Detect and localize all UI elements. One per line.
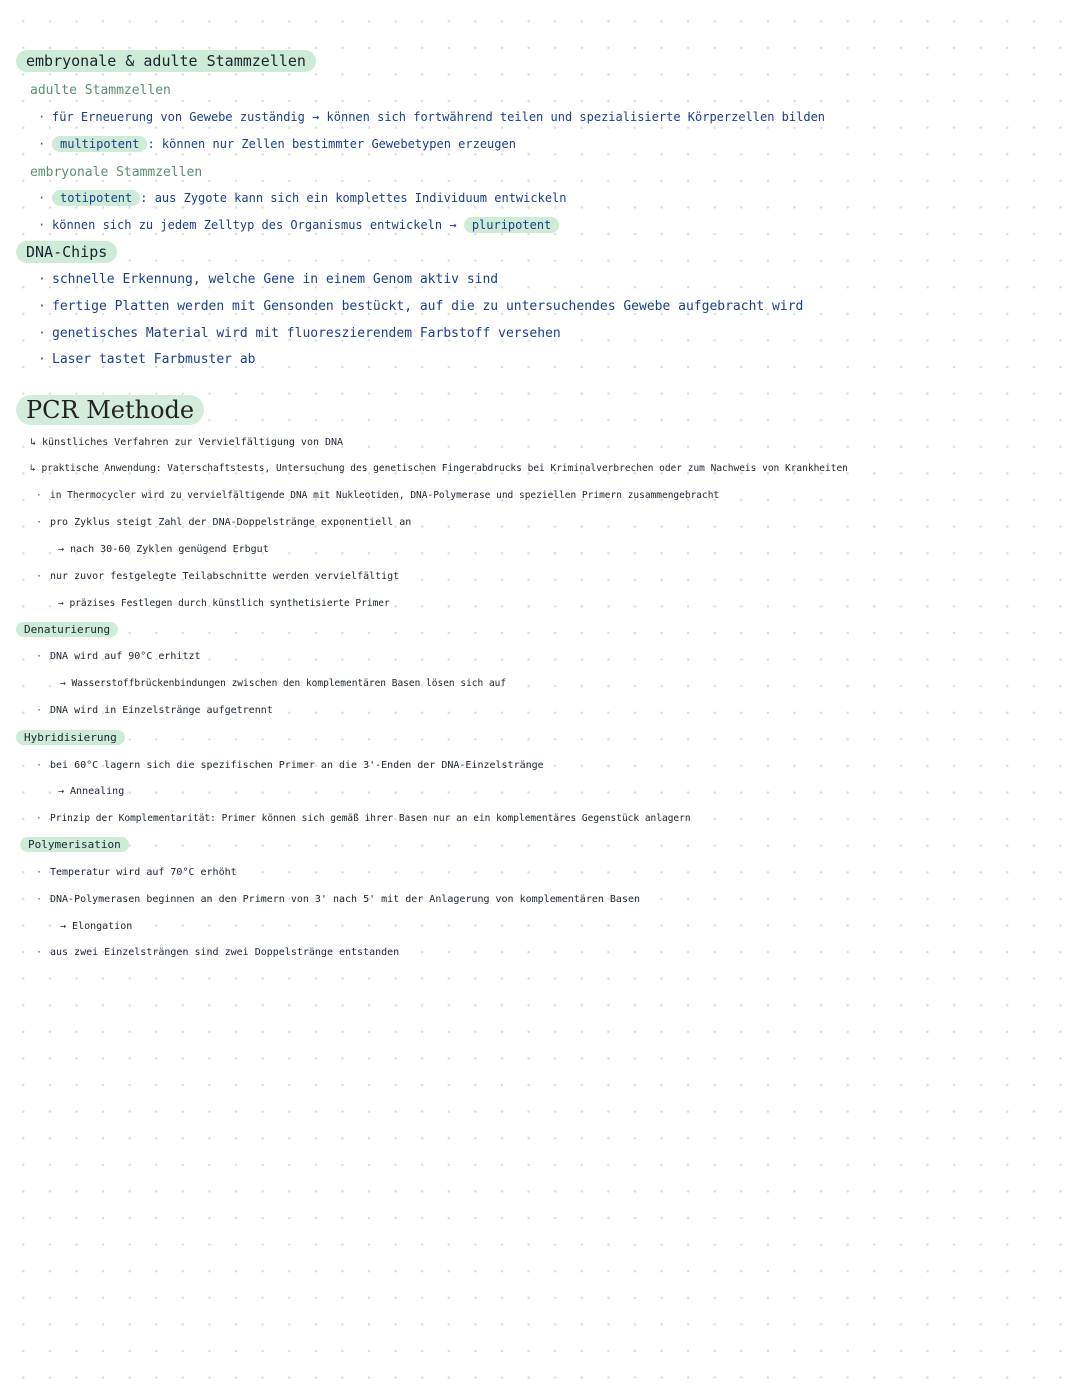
term-totipotent: totipotent <box>52 190 140 206</box>
bullet-icon: · <box>36 867 43 878</box>
heading-stem-cells: embryonale & adulte Stammzellen <box>16 52 316 70</box>
bullet-icon: · <box>36 490 42 501</box>
list-item: · fertige Platten werden mit Gensonden bestückt, auf die zu untersuchendes Gewebe aufgebracht wird <box>38 299 804 314</box>
list-item: · DNA-Polymerasen beginnen an den Primern von 3' nach 5' mit der Anlagerung von komplementären Basen <box>36 894 641 905</box>
bullet-icon: · <box>36 517 43 528</box>
term-multipotent: multipotent <box>52 136 147 152</box>
sub-item: → Wasserstoffbrückenbindungen zwischen den komplementären Basen lösen sich auf <box>60 678 507 689</box>
heading-denaturation: Denaturierung <box>16 623 118 636</box>
pcr-intro-1: ↳ künstliches Verfahren zur Vervielfältigung von DNA <box>30 437 344 448</box>
bullet-icon: · <box>36 813 42 824</box>
heading-pcr: PCR Methode <box>16 396 204 424</box>
subheading-embryonic: embryonale Stammzellen <box>30 165 203 180</box>
bullet-icon: · <box>38 137 46 151</box>
bullet-icon: · <box>36 571 43 582</box>
bullet-icon: · <box>38 326 46 341</box>
list-item: · multipotent : können nur Zellen bestimmter Gewebetypen erzeugen <box>38 137 516 151</box>
list-item: · Prinzip der Komplementarität: Primer können sich gemäß ihrer Basen nur an ein komplementäres Gegenstück anlagern <box>36 813 691 824</box>
list-item: · in Thermocycler wird zu vervielfältigende DNA mit Nukleotiden, DNA-Polymerase und speziellen Primern zusammengebracht <box>36 490 720 501</box>
bullet-icon: · <box>38 218 46 232</box>
bullet-icon: · <box>38 272 46 287</box>
list-item: · DNA wird auf 90°C erhitzt <box>36 651 201 662</box>
bullet-icon: · <box>36 705 43 716</box>
bullet-icon: · <box>36 894 43 905</box>
term-pluripotent: pluripotent <box>464 217 559 233</box>
subheading-adult: adulte Stammzellen <box>30 83 171 98</box>
sub-item: → Elongation <box>60 921 133 932</box>
list-item: · pro Zyklus steigt Zahl der DNA-Doppelstränge exponentiell an <box>36 517 412 528</box>
list-item: · schnelle Erkennung, welche Gene in einem Genom aktiv sind <box>38 272 499 287</box>
list-item: · aus zwei Einzelsträngen sind zwei Doppelstränge entstanden <box>36 947 400 958</box>
sub-item: → nach 30-60 Zyklen genügend Erbgut <box>58 544 269 555</box>
list-item: · nur zuvor festgelegte Teilabschnitte werden vervielfältigt <box>36 571 400 582</box>
sub-item: → präzises Festlegen durch künstlich synthetisierte Primer <box>58 598 390 609</box>
heading-hybridization: Hybridisierung <box>16 731 125 744</box>
bullet-icon: · <box>38 299 46 314</box>
bullet-icon: · <box>38 352 46 367</box>
heading-dna-chips: DNA-Chips <box>16 243 117 261</box>
sub-item: → Annealing <box>58 786 125 797</box>
bullet-icon: · <box>36 651 43 662</box>
list-item: · DNA wird in Einzelstränge aufgetrennt <box>36 705 273 716</box>
list-item: · bei 60°C lagern sich die spezifischen Primer an die 3'-Enden der DNA-Einzelstränge <box>36 760 544 771</box>
bullet-icon: · <box>38 110 46 124</box>
list-item: · Laser tastet Farbmuster ab <box>38 352 256 367</box>
list-item: · für Erneuerung von Gewebe zuständig → können sich fortwährend teilen und spezialisierte Körperzellen bilden <box>38 110 826 124</box>
list-item: · genetisches Material wird mit fluoreszierendem Farbstoff versehen <box>38 326 561 341</box>
list-item: · können sich zu jedem Zelltyp des Organismus entwickeln → pluripotent <box>38 218 559 232</box>
list-item: · Temperatur wird auf 70°C erhöht <box>36 867 237 878</box>
heading-polymerization: Polymerisation <box>20 838 129 851</box>
bullet-icon: · <box>38 191 46 205</box>
bullet-icon: · <box>36 947 43 958</box>
list-item: · totipotent : aus Zygote kann sich ein komplettes Individuum entwickeln <box>38 191 567 205</box>
pcr-intro-2: ↳ praktische Anwendung: Vaterschaftstests, Untersuchung des genetischen Fingerabdrucks bei Kriminalverbrechen oder zum Nachweis von Krankheiten <box>30 463 848 474</box>
bullet-icon: · <box>36 760 43 771</box>
